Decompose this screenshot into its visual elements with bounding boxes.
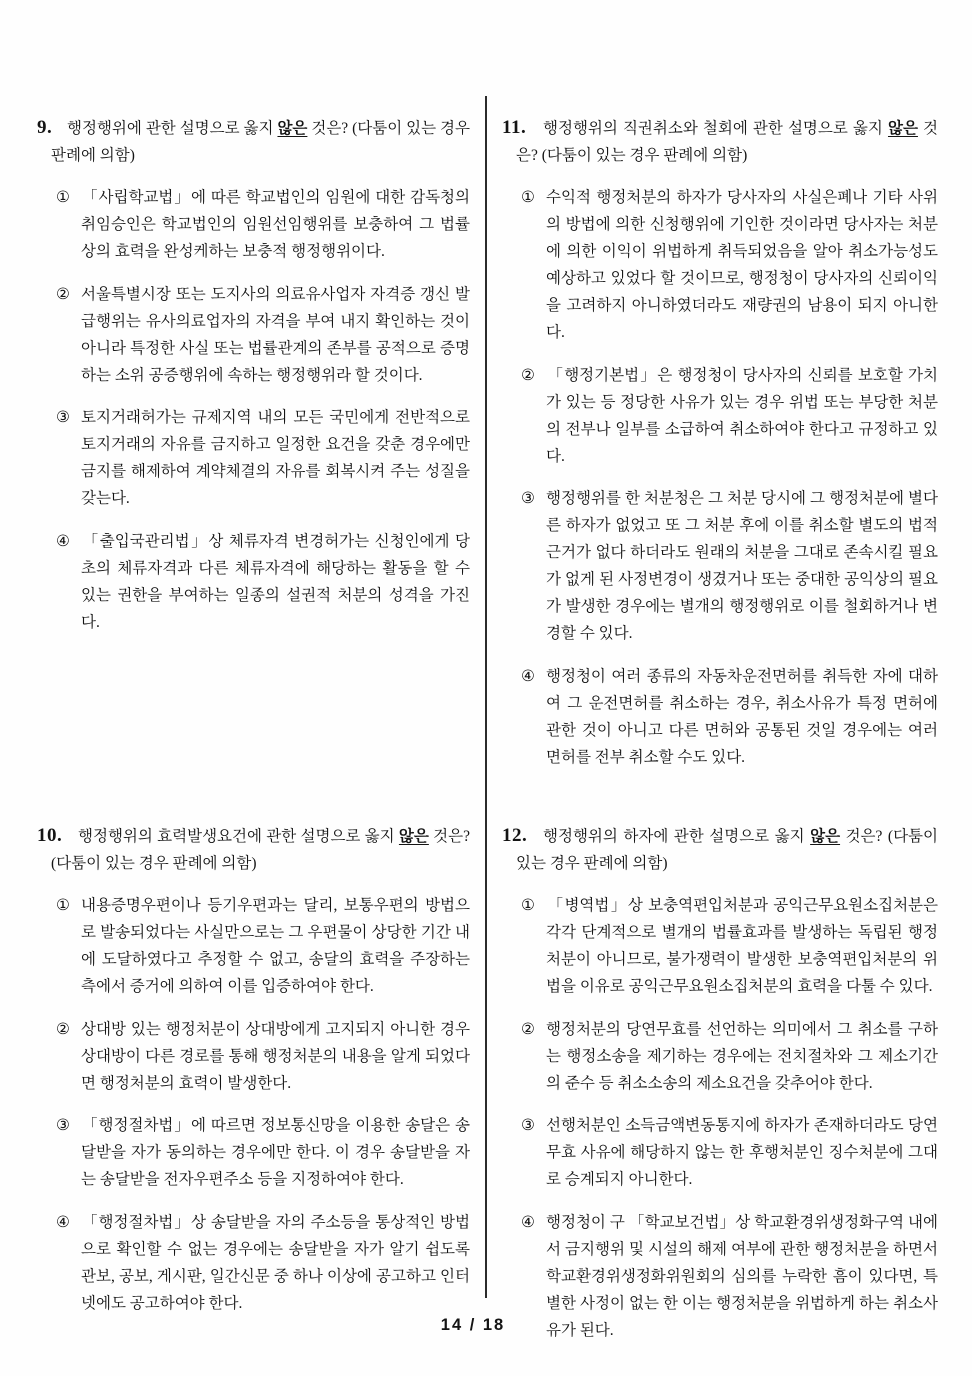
question-10-option-3 bbox=[37, 1112, 470, 1193]
option-text: 「병역법」상 보충역편입처분과 공익근무요원소집처분은 각각 단계적으로 별개의 법률효과를 발생하는 독립된 행정처분이 아니므로, 불가쟁력이 발생한 보충역편입처분의 위법을 이유로 공익근무요원소집처분의 효력을 다툴 수 있다. bbox=[546, 897, 938, 995]
stem-text: 행정행위의 하자에 관한 설명으로 옳지 bbox=[543, 827, 811, 845]
circled-2-marker: ② bbox=[56, 285, 70, 303]
question-9-option-4 bbox=[37, 528, 470, 636]
option-text: 토지거래허가는 규제지역 내의 모든 국민에게 전반적으로 토지거래의 자유를 금지하고 일정한 요건을 갖춘 경우에만 금지를 해제하여 계약체결의 자유를 회복시켜 주는 성질을 갖는다. bbox=[81, 409, 470, 507]
stem-negation-emphasis: 않은 bbox=[887, 119, 918, 137]
option-text: 행정청이 여러 종류의 자동차운전면허를 취득한 자에 대하여 그 운전면허를 취소하는 경우, 취소사유가 특정 면허에 관한 것이 아니고 다른 면허와 공통된 것일 경우에는 여러 면허를 전부 취소할 수도 있다. bbox=[546, 667, 938, 766]
circled-3-marker: ③ bbox=[521, 490, 535, 507]
stem-text: 행정행위의 직권취소와 철회에 관한 설명으로 옳지 bbox=[543, 119, 888, 137]
circled-3-marker: ③ bbox=[56, 1117, 70, 1134]
option-text: 「행정기본법」은 행정청이 당사자의 신뢰를 보호할 가치가 있는 등 정당한 사유가 있는 경우 위법 또는 부당한 처분의 전부나 일부를 소급하여 취소하여야 한다고 규정하고 있다. bbox=[546, 366, 938, 465]
option-text: 행정행위를 한 처분청은 그 처분 당시에 그 행정처분에 별다른 하자가 없었고 또 그 처분 후에 이를 취소할 별도의 법적 근거가 없다 하더라도 원래의 처분을 그대로 존속시킬 필요가 없게 된 사정변경이 생겼거나 또는 중대한 공익상의 필요가 발생한 경우에는 별개의 행정행위로 이를 철회하거나 변경할 수 있다. bbox=[546, 490, 938, 642]
option-text: 선행처분인 소득금액변동통지에 하자가 존재하더라도 당연무효 사유에 해당하지 않는 한 후행처분인 징수처분에 그대로 승계되지 아니한다. bbox=[546, 1117, 938, 1188]
question-10-option-4 bbox=[37, 1209, 470, 1317]
question-12-option-3 bbox=[502, 1112, 938, 1193]
option-text: 「행정절차법」에 따르면 정보통신망을 이용한 송달은 송달받을 자가 동의하는 경우에만 한다. 이 경우 송달받을 자는 송달받을 전자우편주소 등을 지정하여야 한다. bbox=[81, 1117, 470, 1188]
stem-negation-emphasis: 않은 bbox=[398, 827, 429, 845]
question-10-option-1 bbox=[37, 892, 470, 1000]
circled-2-marker: ② bbox=[521, 366, 535, 384]
stem-negation-emphasis: 않은 bbox=[277, 119, 308, 137]
option-text: 행정청이 구 「학교보건법」상 학교환경위생정화구역 내에서 금지행위 및 시설의 해제 여부에 관한 행정처분을 하면서 학교환경위생정화위원회의 심의를 누락한 흠이 있다면, 특별한 사정이 없는 한 이는 행정처분을 위법하게 하는 취소사유가 된다. bbox=[546, 1213, 938, 1339]
circled-4-marker: ④ bbox=[521, 1213, 535, 1231]
option-text: 행정처분의 당연무효를 선언하는 의미에서 그 취소를 구하는 행정소송을 제기하는 경우에는 전치절차와 그 제소기간의 준수 등 취소소송의 제소요건을 갖추어야 한다. bbox=[546, 1020, 938, 1092]
circled-4-marker: ④ bbox=[56, 532, 70, 550]
circled-1-marker: ① bbox=[521, 897, 535, 914]
circled-1-marker: ① bbox=[56, 189, 70, 206]
question-11-option-1 bbox=[502, 184, 938, 346]
question-12 bbox=[502, 806, 938, 1344]
stem-text: 행정행위에 관한 설명으로 옳지 bbox=[67, 119, 278, 137]
column-divider-rule bbox=[485, 96, 487, 1298]
question-12-option-1 bbox=[502, 892, 938, 1000]
option-text: 상대방 있는 행정처분이 상대방에게 고지되지 아니한 경우 상대방이 다른 경로를 통해 행정처분의 내용을 알게 되었다면 행정처분의 효력이 발생한다. bbox=[81, 1020, 470, 1092]
question-12-option-2 bbox=[502, 1016, 938, 1097]
question-9-option-3 bbox=[37, 404, 470, 512]
question-11-number: 11. bbox=[502, 116, 527, 138]
stem-text: 것은? (다툼이 있는 경우 판례에 의함) bbox=[516, 827, 938, 872]
question-11-stem bbox=[502, 114, 938, 169]
question-12-stem bbox=[502, 822, 938, 877]
stem-text: 행정행위의 효력발생요건에 관한 설명으로 옳지 bbox=[78, 827, 399, 845]
question-9-option-2 bbox=[37, 281, 470, 389]
circled-3-marker: ③ bbox=[521, 1117, 535, 1134]
circled-4-marker: ④ bbox=[56, 1213, 70, 1231]
question-11 bbox=[502, 98, 938, 771]
stem-text: 것은? (다툼이 있는 경우 판례에 의함) bbox=[516, 119, 938, 164]
option-text: 서울특별시장 또는 도지사의 의료유사업자 자격증 갱신 발급행위는 유사의료업자의 자격을 부여 내지 확인하는 것이 아니라 특정한 사실 또는 법률관계의 존부를 공적으로 증명하는 소위 공증행위에 속하는 행정행위라 할 것이다. bbox=[81, 285, 470, 384]
page-number-indicator: 14 / 18 bbox=[440, 1316, 506, 1334]
option-text: 「출입국관리법」상 체류자격 변경허가는 신청인에게 당초의 체류자격과 다른 체류자격에 해당하는 활동을 할 수 있는 권한을 부여하는 일종의 설권적 처분의 성격을 가진다. bbox=[81, 532, 470, 631]
question-11-option-3 bbox=[502, 485, 938, 647]
stem-text: 것은? (다툼이 있는 경우 판례에 의함) bbox=[51, 119, 470, 164]
question-9-option-1 bbox=[37, 184, 470, 265]
question-10 bbox=[37, 806, 470, 1317]
question-12-number: 12. bbox=[502, 824, 528, 846]
circled-2-marker: ② bbox=[56, 1020, 70, 1038]
option-text: 「사립학교법」에 따른 학교법인의 임원에 대한 감독청의 취임승인은 학교법인의 임원선임행위를 보충하여 그 법률상의 효력을 완성케하는 보충적 행정행위이다. bbox=[81, 189, 470, 260]
circled-3-marker: ③ bbox=[56, 409, 70, 426]
circled-2-marker: ② bbox=[521, 1020, 535, 1038]
stem-text: 것은? (다툼이 있는 경우 판례에 의함) bbox=[51, 827, 470, 872]
question-9-stem bbox=[37, 114, 470, 169]
question-11-option-2 bbox=[502, 362, 938, 470]
question-10-stem bbox=[37, 822, 470, 877]
circled-4-marker: ④ bbox=[521, 667, 535, 685]
question-11-option-4 bbox=[502, 663, 938, 771]
question-10-option-2 bbox=[37, 1016, 470, 1097]
stem-negation-emphasis: 않은 bbox=[810, 827, 841, 845]
option-text: 「행정절차법」상 송달받을 자의 주소등을 통상적인 방법으로 확인할 수 없는 경우에는 송달받을 자가 알기 쉽도록 관보, 공보, 게시판, 일간신문 중 하나 이상에 공고하고 인터넷에도 공고하여야 한다. bbox=[81, 1213, 470, 1312]
question-10-number: 10. bbox=[37, 824, 63, 846]
option-text: 수익적 행정처분의 하자가 당사자의 사실은폐나 기타 사위의 방법에 의한 신청행위에 기인한 것이라면 당사자는 처분에 의한 이익이 위법하게 취득되었음을 알아 취소가능성도 예상하고 있었다 할 것이므로, 행정청이 당사자의 신뢰이익을 고려하지 아니하였더라도 재량권의 남용이 되지 아니한다. bbox=[546, 189, 938, 341]
option-text: 내용증명우편이나 등기우편과는 달리, 보통우편의 방법으로 발송되었다는 사실만으로는 그 우편물이 상당한 기간 내에 도달하였다고 추정할 수 없고, 송달의 효력을 주장하는 측에서 증거에 의하여 이를 입증하여야 한다. bbox=[81, 897, 470, 995]
question-9-number: 9. bbox=[37, 116, 53, 138]
question-9 bbox=[37, 98, 470, 636]
circled-1-marker: ① bbox=[521, 189, 535, 206]
circled-1-marker: ① bbox=[56, 897, 70, 914]
